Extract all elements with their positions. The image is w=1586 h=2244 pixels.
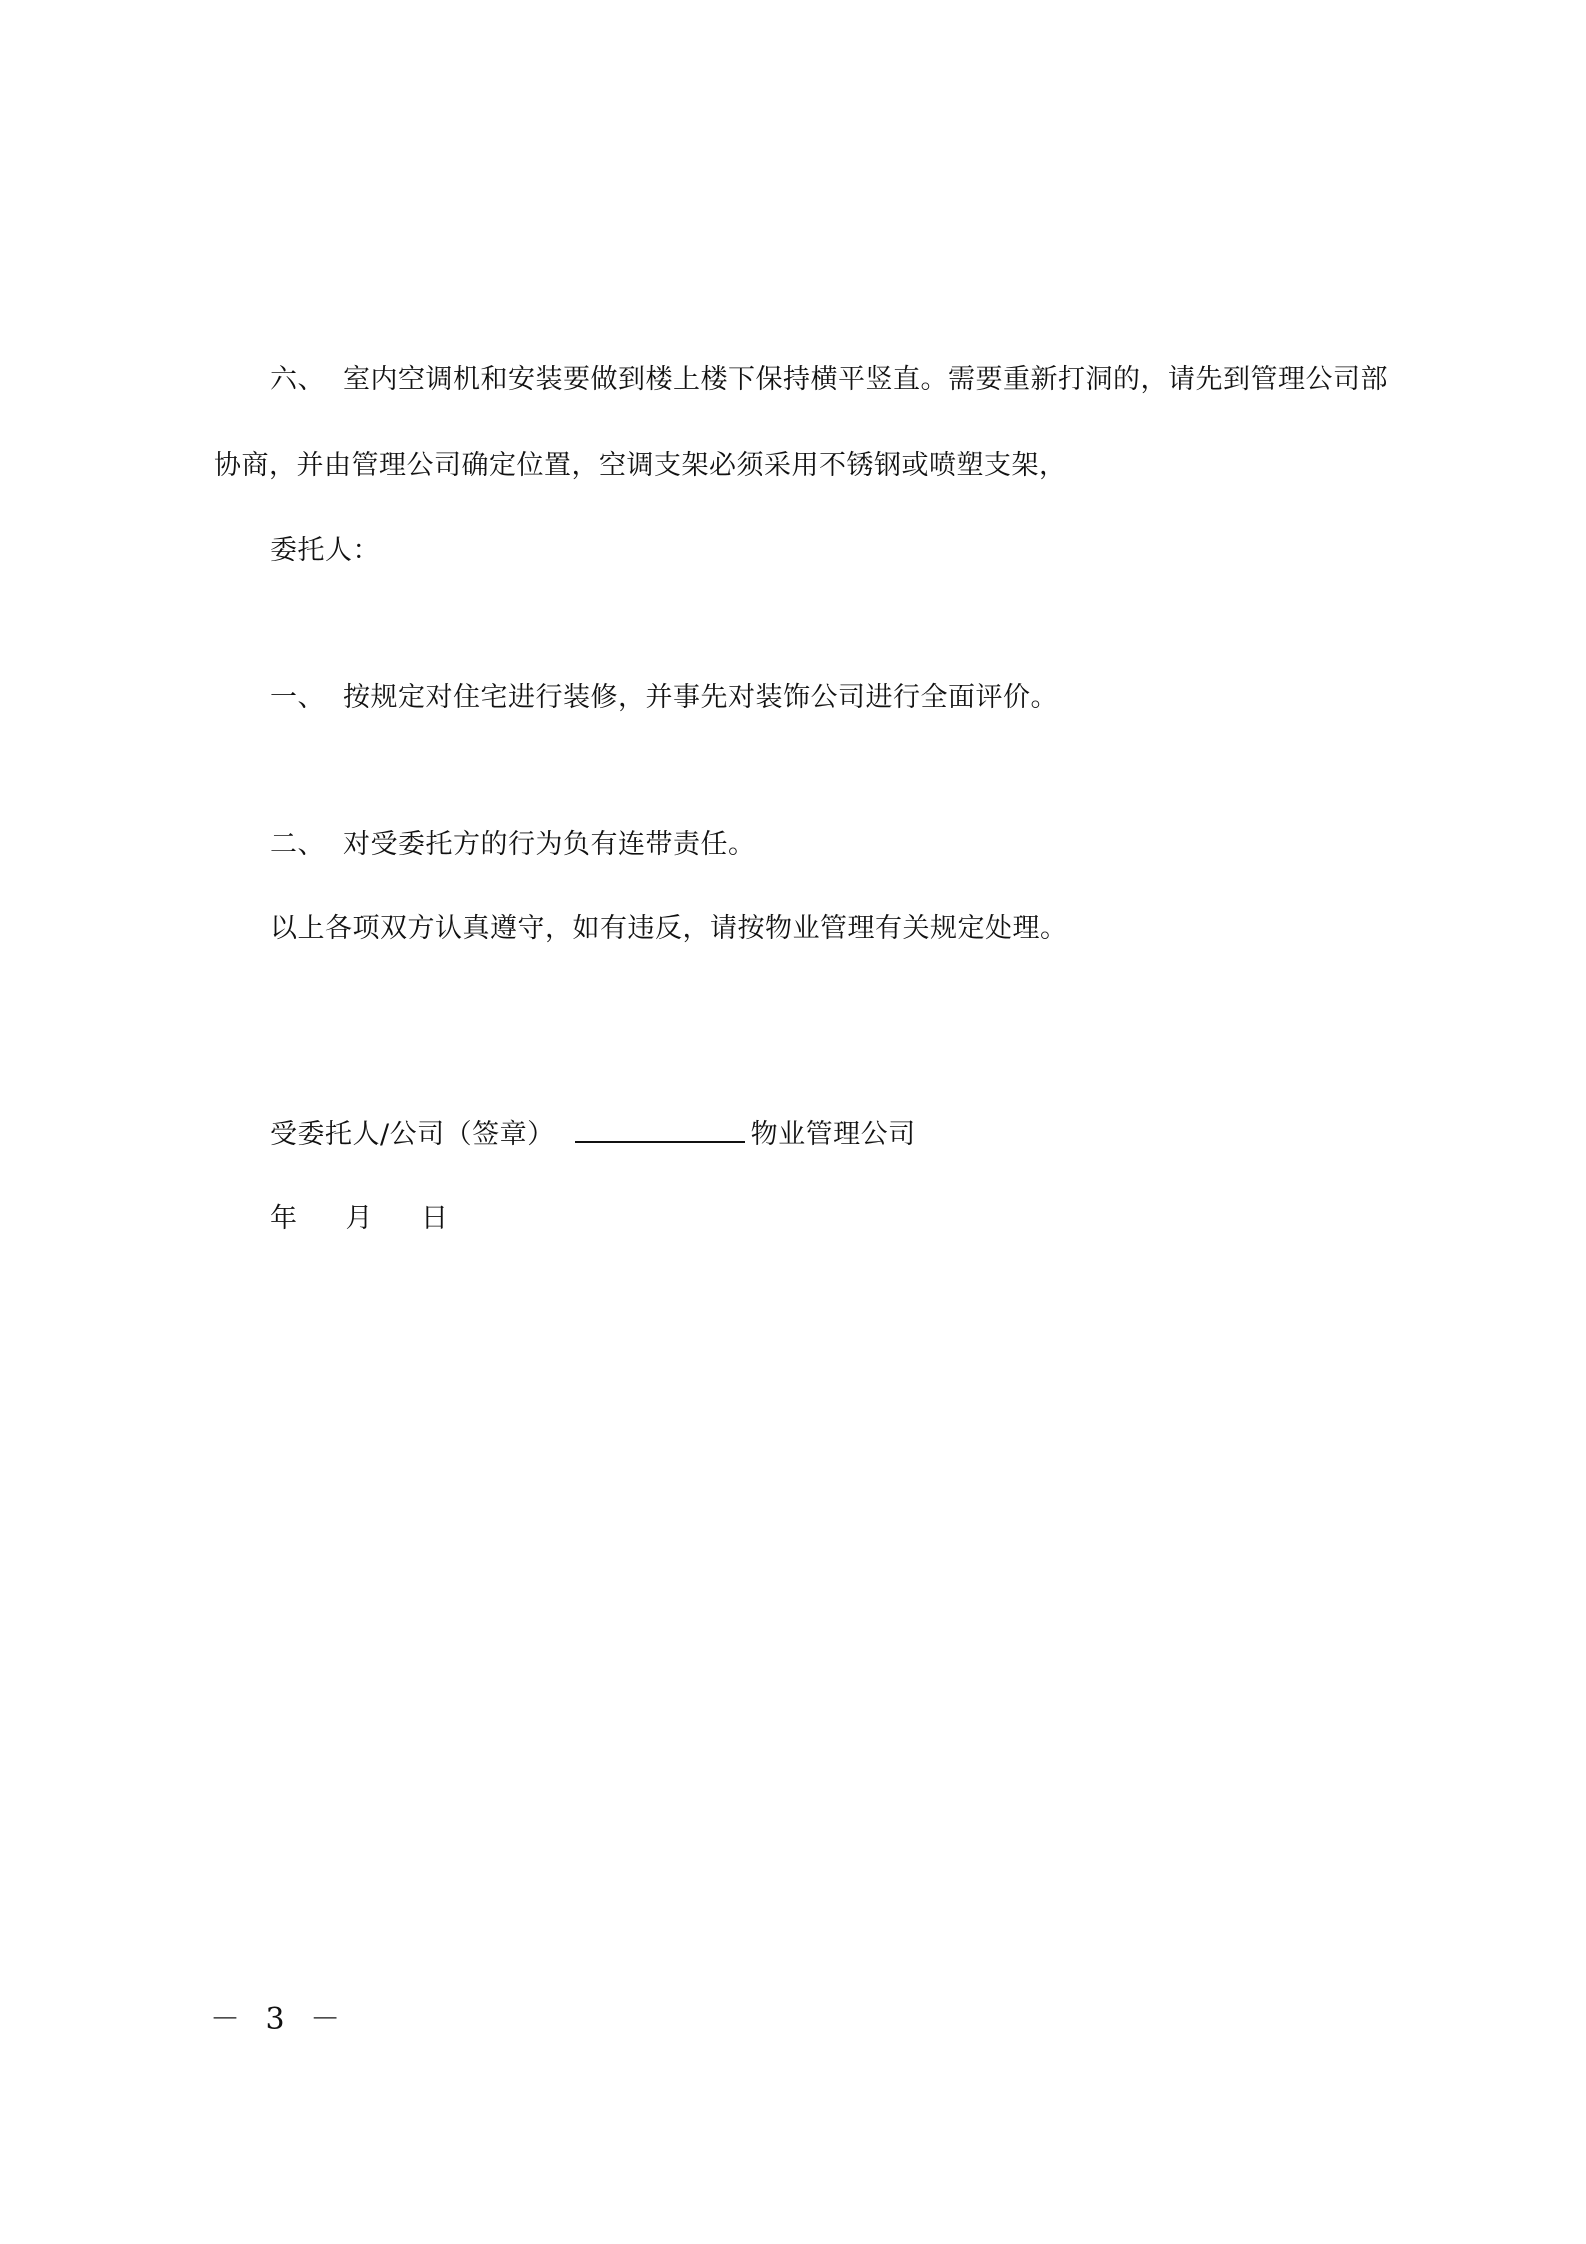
clause-6-line-2: 协商，并由管理公司确定位置，空调支架必须采用不锈钢或喷塑支架， [214, 450, 1067, 481]
date-month: 月 [345, 1203, 373, 1234]
principal-item-2-number: 二、 [270, 829, 325, 860]
principal-item-2-text: 对受委托方的行为负有连带责任。 [343, 829, 756, 860]
signature-line [270, 1117, 916, 1153]
clause-6-number: 六、 [270, 364, 325, 395]
principal-item-1 [270, 680, 1058, 716]
clause-6-text-1: 室内空调机和安装要做到楼上楼下保持横平竖直。需要重新打洞的，请先到管理公司部 [343, 364, 1388, 395]
principal-item-1-text: 按规定对住宅进行装修，并事先对装饰公司进行全面评价。 [343, 682, 1058, 713]
clause-6-line-1 [270, 362, 1388, 398]
signature-right-label: 物业管理公司 [750, 1119, 916, 1150]
date-line [270, 1201, 449, 1237]
signature-blank [575, 1119, 745, 1143]
principal-item-1-number: 一、 [270, 682, 325, 713]
signature-left-label: 受委托人/公司（签章） [270, 1119, 555, 1150]
closing-statement: 以上各项双方认真遵守，如有违反，请按物业管理有关规定处理。 [270, 913, 1068, 944]
principal-item-2 [270, 827, 756, 863]
date-year: 年 [270, 1203, 298, 1234]
page-number: － 3 － [210, 2002, 349, 2037]
date-day: 日 [421, 1203, 449, 1234]
principal-heading: 委托人： [270, 535, 380, 566]
